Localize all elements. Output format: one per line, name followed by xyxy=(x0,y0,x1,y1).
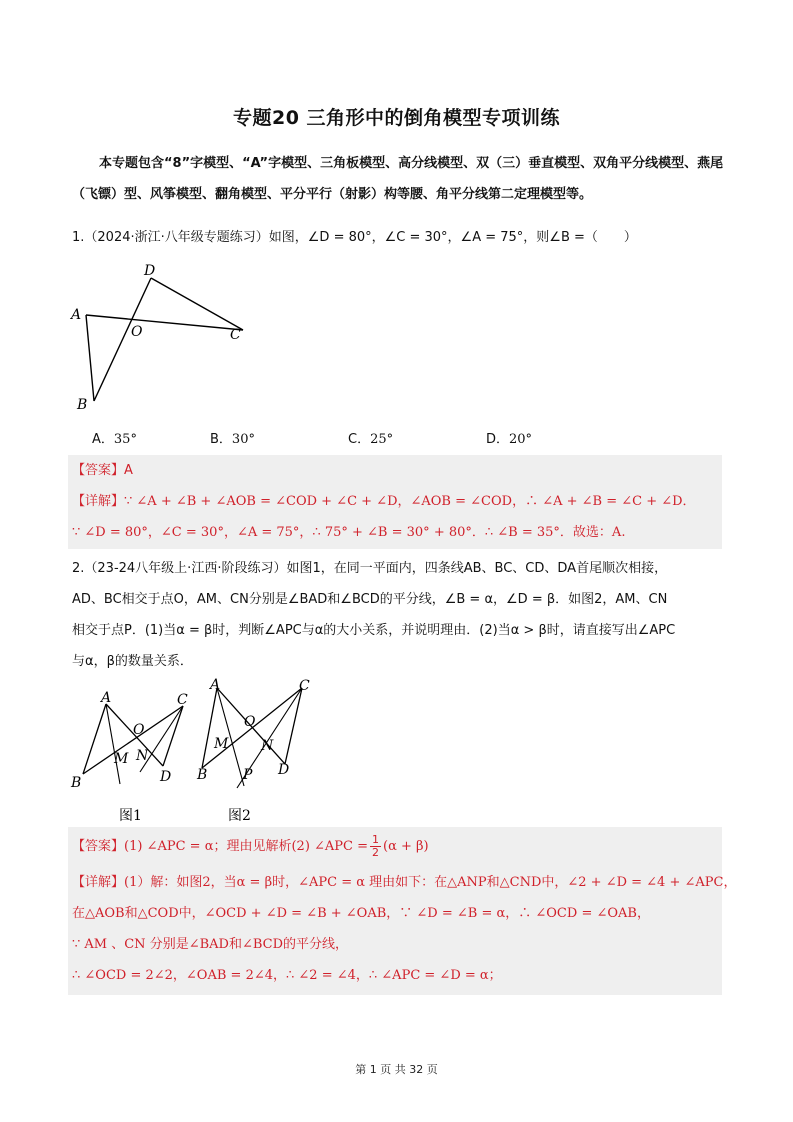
q2-line-3: 相交于点P．(1)当α = β时，判断∠APC与α的大小关系，并说明理由．(2)当α > β时，请直接写出∠APC xyxy=(72,623,676,638)
intro-paragraph: 本专题包含“8”字模型、“A”字模型、三角板模型、高分线模型、双（三）垂直模型、双角平分线模型、燕尾（飞镖）型、风筝模型、翻角模型、平分平行（射影）构等腰、角平分线第二定理模型等。 xyxy=(72,156,724,202)
q2-fig1-caption: 图1 xyxy=(119,808,142,824)
q1-answer-line xyxy=(68,455,722,486)
q1-label-o: O xyxy=(131,324,143,340)
q1-option-c[interactable]: C．25° xyxy=(348,432,394,447)
q1-option-a[interactable]: A．35° xyxy=(92,432,137,447)
q2-line-1: 2.（23-24八年级上·江西·阶段练习）如图1，在同一平面内，四条线AB、BC、CD、DA首尾顺次相接， xyxy=(72,561,668,576)
q1-detail-line-1: 【详解】∵ ∠A + ∠B + ∠AOB = ∠COD + ∠C + ∠D，∠AOB = ∠COD，∴ ∠A + ∠B = ∠C + ∠D． xyxy=(72,494,696,509)
q2-detail-line-4: ∴ ∠OCD = 2∠2，∠OAB = 2∠4，∴ ∠2 = ∠4，∴ ∠APC = ∠D = α； xyxy=(72,968,502,983)
q1-detail-line-2: ∵ ∠D = 80°，∠C = 30°，∠A = 75°，∴ 75° + ∠B = 30° + 80°．∴ ∠B = 35°．故选：A. xyxy=(72,525,626,540)
q2-line-4: 与α，β的数量关系． xyxy=(72,654,193,669)
q1-text: 如图，∠D = 80°，∠C = 30°，∠A = 75°，则∠B =（ ） xyxy=(268,230,637,245)
q1-label-d: D xyxy=(144,263,156,279)
q2-line-2: AD、BC相交于点O，AM、CN分别是∠BAD和∠BCD的平分线，∠B = α，∠D = β．如图2，AM、CN xyxy=(72,592,668,607)
page-title: 专题20 三角形中的倒角模型专项训练 xyxy=(232,107,561,129)
q2-answer-box xyxy=(68,827,737,995)
q1-option-b[interactable]: B．30° xyxy=(210,432,255,447)
q1-label-a: A xyxy=(71,307,82,323)
q1-label-c: C xyxy=(230,327,241,343)
q2-detail-line-2: 在△AOB和△COD中，∠OCD + ∠D = ∠B + ∠OAB，∵ ∠D = ∠B = α，∴ ∠OCD = ∠OAB， xyxy=(72,906,650,921)
svg-text:B: B xyxy=(197,767,208,783)
q1-answer-value: A xyxy=(124,463,133,478)
q1-number: 1. xyxy=(72,230,85,245)
q1-answer-tag: 【答案】 xyxy=(72,463,125,478)
svg-text:N: N xyxy=(261,738,274,754)
q1-answer-box xyxy=(68,455,722,549)
q2-stem xyxy=(72,553,722,677)
svg-text:N: N xyxy=(136,748,149,764)
page-footer: 第 1 页 共 32 页 xyxy=(355,1063,438,1076)
q1-label-b: B xyxy=(77,397,88,413)
q1-stem xyxy=(72,222,722,253)
svg-text:O: O xyxy=(133,722,145,738)
q1-option-d[interactable]: D．20° xyxy=(486,432,533,447)
q2-figure-2 xyxy=(192,676,322,826)
svg-text:O: O xyxy=(244,714,256,730)
q2-detail-line-3: ∵ AM 、CN 分别是∠BAD和∠BCD的平分线， xyxy=(72,937,349,952)
q2-fig2-caption: 图2 xyxy=(228,808,251,824)
svg-text:A: A xyxy=(210,677,221,693)
q2-answer-fraction: $\frac{1}{2}$ xyxy=(372,833,380,859)
q1-source: （2024·浙江·八年级专题练习） xyxy=(84,230,269,245)
svg-text:A: A xyxy=(101,690,112,706)
svg-text:D: D xyxy=(160,769,172,785)
q2-figure-1 xyxy=(68,686,198,826)
q1-detail-tag: 【详解】 xyxy=(72,494,125,509)
svg-text:M: M xyxy=(114,751,129,767)
q1-figure xyxy=(68,258,258,416)
svg-text:P: P xyxy=(243,767,253,783)
q1-options xyxy=(92,428,692,452)
svg-text:M: M xyxy=(214,736,229,752)
q2-answer-line: 【答案】(1) ∠APC = α；理由见解析(2) ∠APC = $\frac{1}{2}$ (α + β) xyxy=(72,833,429,859)
q1-line-ab xyxy=(86,315,94,401)
svg-text:B: B xyxy=(71,775,82,791)
svg-text:D: D xyxy=(278,762,290,778)
q2-detail-line-1: 【详解】(1）解：如图2，当α = β时，∠APC = α 理由如下：在△ANP和△CND中，∠2 + ∠D = ∠4 + ∠APC， xyxy=(72,875,737,890)
svg-text:C: C xyxy=(299,678,310,694)
svg-text:C: C xyxy=(177,692,188,708)
